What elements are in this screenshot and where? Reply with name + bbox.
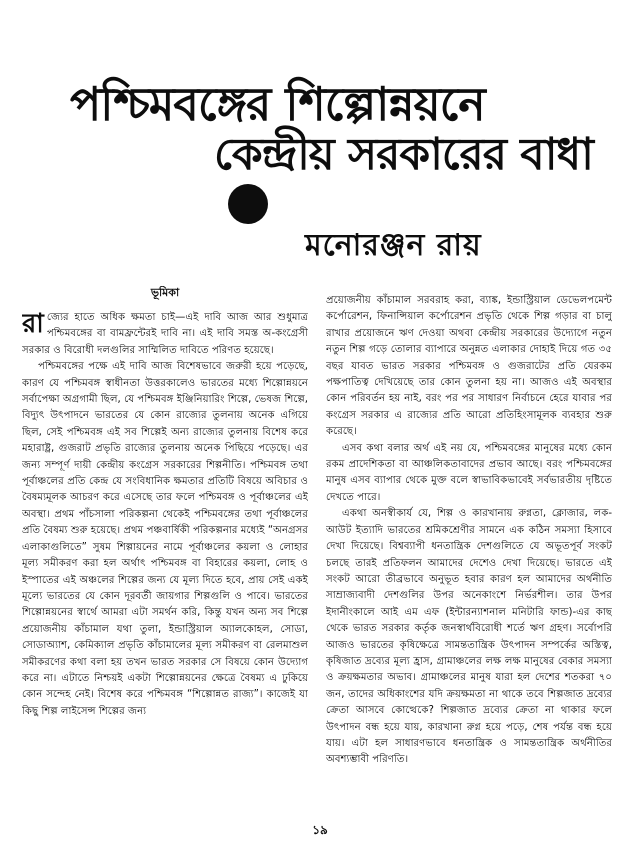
paragraph-text: জ্যের হাতে অধিক ক্ষমতা চাই—এই দাবি আজ আর শুধুমাত্র পশ্চিমবঙ্গের বা বামফ্রন্টেরই দাবি না। এই দাবি সমস্ত অ-কংগ্রেসী সরকার ও বিরোধী দলগুলির সাম্মিলিত দাবিতে পরিণত হয়েছে। (22, 312, 308, 356)
author-byline: মনোরঞ্জন রায় (305, 228, 482, 263)
paragraph: এসব কথা বলার অর্থ এই নয় যে, পশ্চিমবঙ্গের মানুষের মধ্যে কোন রকম প্রাদেশিকতা বা আঞ্চলিকতাবাদের প্রভাব আছে। বরং পশ্চিমবঙ্গের মানুষ এসব ব্যাপার থেকে মুক্ত বলে স্বাভাবিকভাবেই সর্বভারতীয় দৃষ্টিতে দেখতে পারে। (326, 442, 612, 503)
section-heading: ভূমিকা (150, 286, 180, 299)
paragraph: একথা অনস্বীকার্য যে, শিল্প ও কারখানায় রুগ্নতা, ক্লোজার, লক-আউট ইত্যাদি ভারতের শ্রমিকশ্রেণীর সামনে এক কঠিন সমস্যা হিসাবে দেখা দিয়েছে। বিশ্বব্যাপী ধনতান্ত্রিক দেশগুলিতে যে অভূতপূর্ব সংকট চলছে তারই প্রতিফলন আমাদের দেশেও দেখা দিয়েছে। ভারতে এই সংকট আরো তীব্রভাবে অনুভূত হবার কারণ হল আমাদের অর্থনীতি সাম্রাজ্যবাদী দেশগুলির উপর অনেকাংশে নির্ভরশীল। তার উপর ইদানীংকালে আই এম এফ (ইন্টারন্যাশনাল মনিটারি ফান্ড)-এর কাছ থেকে ভারত সরকার কর্তৃক জনস্বার্থবিরোধী শর্তে ঋণ গ্রহণ। সর্বোপরি আজও ভারতের কৃষিক্ষেত্রে সামন্ততান্ত্রিক উৎপাদন সম্পর্কের অস্তিত্ব, কৃষিজাত দ্রব্যের মূল্য হ্রাস, গ্রামাঞ্চলের লক্ষ লক্ষ মানুষের বেকার সমস্যা ও ক্রয়ক্ষমতার অভাব। গ্রামাঞ্চলের মানুষ যারা হল দেশের শতকরা ৭০ জন, তাদের অধিকাংশের যদি ক্রয়ক্ষমতা না থাকে তবে শিল্পজাত দ্রব্যের ক্রেতা আসবে কোত্থেকে? শিল্পজাত দ্রব্যের ক্রেতা না থাকার ফলে উৎপাদন বন্ধ হয়ে যায়, কারখানা রুগ্ন হয়ে পড়ে, শেষ পর্যন্ত বন্ধ হয়ে যায়। এটা হল সাধারণভাবে ধনতান্ত্রিক ও সামন্ততান্ত্রিক অর্থনীতির অবশ্যম্ভাবী পরিণতি। (326, 508, 612, 766)
dropcap: রা (22, 309, 44, 339)
headline-line-1: পশ্চিমবঙ্গের শিল্পোন্নয়নে (70, 77, 485, 131)
paragraph: প্রয়োজনীয় কাঁচামাল সরবরাহ করা, ব্যাঙ্ক, ইন্ডাস্ট্রিয়াল ডেভেলপমেন্ট কর্পোরেশন, ফিনান্সিয়াল কর্পোরেশন প্রভৃতি থেকে শিল্প গড়ার বা চালু রাখার প্রয়োজনে ঋণ দেওয়া অথবা কেন্দ্রীয় সরকারের উদ্যোগে নতুন নতুন শিল্প গড়ে তোলার ব্যাপারে অনুন্নত এলাকার দোহাই দিয়ে গত ৩৫ বছর যাবত ভারত সরকার পশ্চিমবঙ্গ ও গুজরাটের প্রতি যেরকম পক্ষপাতিত্ব দেখিয়েছে তার কোন তুলনা হয় না। আজও এই অবস্থার কোন পরিবর্তন হয় নাই, বরং পর পর সাধারণ নির্বাচনে হেরে যাবার পর কংগ্রেস সরকার এ রাজ্যের প্রতি আরো প্রতিহিংসামূলক ব্যবহার শুরু করেছে। (326, 295, 612, 438)
author-bullet-dot (228, 184, 268, 224)
page-number: ১৯ (312, 823, 328, 837)
paragraph (22, 310, 308, 359)
paragraph: পশ্চিমবঙ্গের পক্ষে এই দাবি আজ বিশেষভাবে জরুরী হয়ে পড়েছে, কারণ যে পশ্চিমবঙ্গ স্বাধীনতা উত্তরকালেও ভারতের মধ্যে শিল্পোন্নয়নে সর্বাপেক্ষা অগ্রগামী ছিল, যে পশ্চিমবঙ্গ ইঞ্জিনিয়ারিং শিল্পে, ভেষজ শিল্পে, বিদ্যুৎ উৎপাদনে ভারতের যে কোন রাজ্যের তুলনায় অনেক এগিয়ে ছিল, সেই পশ্চিমবঙ্গ এই সব শিল্পেই অন্য রাজ্যের তুলনায় বিশেষ করে মহারাষ্ট্র, গুজরাট প্রভৃতি রাজ্যের তুলনায় অনেক পিছিয়ে পড়েছে। এর জন্য সম্পূর্ণ দায়ী কেন্দ্রীয় কংগ্রেস সরকারের শিল্পনীতি। পশ্চিমবঙ্গ তথা পূর্বাঞ্চলের প্রতি কেন্দ্র যে সংবিধানিক ক্ষমতার প্রতিটি বিষয়ে অবিচার ও বৈষম্যমূলক আচরণ করে এসেছে তার ফলে পশ্চিমবঙ্গ ও পূর্বাঞ্চলের এই অবস্থা। প্রথম পাঁচসালা পরিকল্পনা থেকেই পশ্চিমবঙ্গের তথা পূর্বাঞ্চলের প্রতি বৈষম্য শুরু হয়েছে। প্রথম পঞ্চবার্ষিকী পরিকল্পনার মধ্যেই “অনগ্রসর এলাকাগুলিতে” সুষম শিল্পায়নের নামে পূর্বাঞ্চলের কয়লা ও লোহার মূল্য সমীকরণ করা হল অর্থাৎ পশ্চিমবঙ্গ বা বিহারের কয়লা, লোহ ও ইস্পাতের এই অঞ্চলের শিল্পের জন্য যে মূল্য দিতে হবে, প্রায় সেই একই মূল্যে ভারতের যে কোন দূরবর্তী জায়গার শিল্পগুলি ও পাবে। ভারতের শিল্পোন্নয়নের স্বার্থে আমরা এটা সমর্থন করি, কিন্তু যখন অন্য সব শিল্পে প্রয়োজনীয় কাঁচামাল যথা তুলা, ইন্ডাস্ট্রিয়াল অ্যালকোহল, সোডা, সোডাঅ্যাশ, কেমিক্যাল প্রভৃতি কাঁচামালের মূল্য সমীকরণ বা রেলমাশুল সমীকরণের কথা বলা হয় তখন ভারত সরকার সে বিষয়ে কোন উদ্যোগ করে না। এটাতে নিশ্চয়ই একটা শিল্পোন্নয়নের ক্ষেত্রে বৈষম্য এ ঢুকিয়ে কোন সন্দেহ নেই। বিশেষ করে পশ্চিমবঙ্গ “শিল্পোন্নত রাজ্য”। কাজেই যা কিছু শিল্প লাইসেন্স শিল্পের জন্য (22, 361, 308, 717)
headline-line-2: কেন্দ্রীয় সরকারের বাধা (214, 129, 593, 180)
right-column (326, 293, 612, 813)
left-column (22, 286, 308, 806)
